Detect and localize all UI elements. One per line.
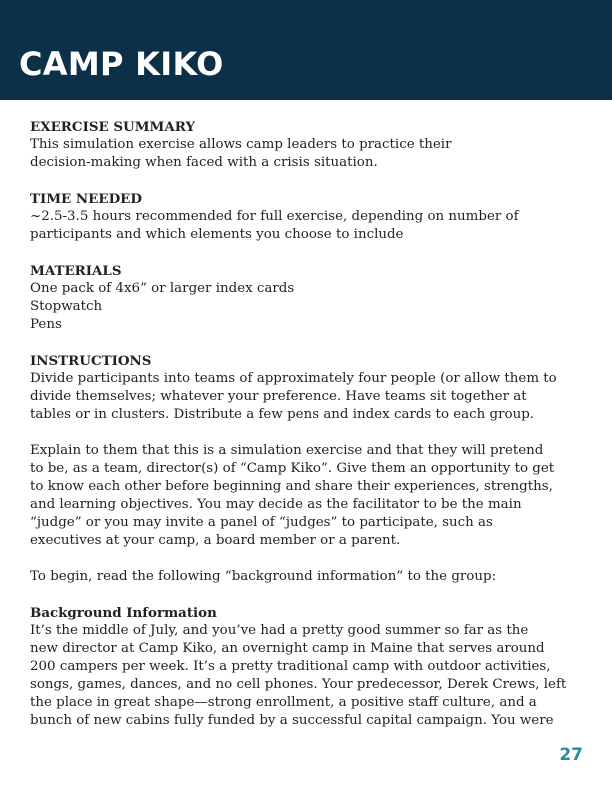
material-item: One pack of 4x6” or larger index cards [30,281,295,296]
text-line: and learning objectives. You may decide as the facilitator to be the main [30,497,522,512]
exercise-summary-section [30,118,590,172]
materials-section [30,262,590,334]
text-line: songs, games, dances, and no cell phones. Your predecessor, Derek Crews, left [30,677,567,692]
header-banner [0,0,612,100]
material-item: Pens [30,317,62,332]
text-line: bunch of new cabins fully funded by a successful capital campaign. You were [30,713,554,728]
exercise-summary-heading: EXERCISE SUMMARY [30,119,196,135]
background-heading: Background Information [30,605,217,621]
time-needed-section [30,190,590,244]
text-line: to know each other before beginning and share their experiences, strengths, [30,479,553,494]
text-line: Divide participants into teams of approximately four people (or allow them to [30,371,557,386]
instructions-section [30,352,590,424]
text-line: ~2.5-3.5 hours recommended for full exercise, depending on number of [30,209,519,224]
text-line: 200 campers per week. It’s a pretty traditional camp with outdoor activities, [30,659,551,674]
text-line: tables or in clusters. Distribute a few pens and index cards to each group. [30,407,535,422]
materials-heading: MATERIALS [30,263,122,279]
text-line: to be, as a team, director(s) of “Camp Kiko”. Give them an opportunity to get [30,461,555,476]
instructions-paragraph-2 [30,442,590,550]
text-line: executives at your camp, a board member or a parent. [30,533,401,548]
text-line: This simulation exercise allows camp leaders to practice their [30,137,452,152]
text-line: To begin, read the following “background information” to the group: [30,569,497,584]
text-line: It’s the middle of July, and you’ve had a pretty good summer so far as the [30,623,529,638]
background-section [30,604,590,730]
instructions-paragraph-3 [30,568,590,586]
text-line: divide themselves; whatever your preference. Have teams sit together at [30,389,527,404]
text-line: “judge” or you may invite a panel of “judges” to participate, such as [30,515,493,530]
text-line: participants and which elements you choose to include [30,227,404,242]
text-line: the place in great shape—strong enrollment, a positive staff culture, and a [30,695,537,710]
instructions-heading: INSTRUCTIONS [30,353,152,369]
page-title: CAMP KIKO [19,45,224,83]
time-needed-heading: TIME NEEDED [30,191,143,207]
text-line: decision-making when faced with a crisis situation. [30,155,378,170]
text-line: Explain to them that this is a simulation exercise and that they will pretend [30,443,544,458]
page-number: 27 [559,745,583,765]
document-body [30,118,590,748]
text-line: new director at Camp Kiko, an overnight camp in Maine that serves around [30,641,545,656]
material-item: Stopwatch [30,299,103,314]
